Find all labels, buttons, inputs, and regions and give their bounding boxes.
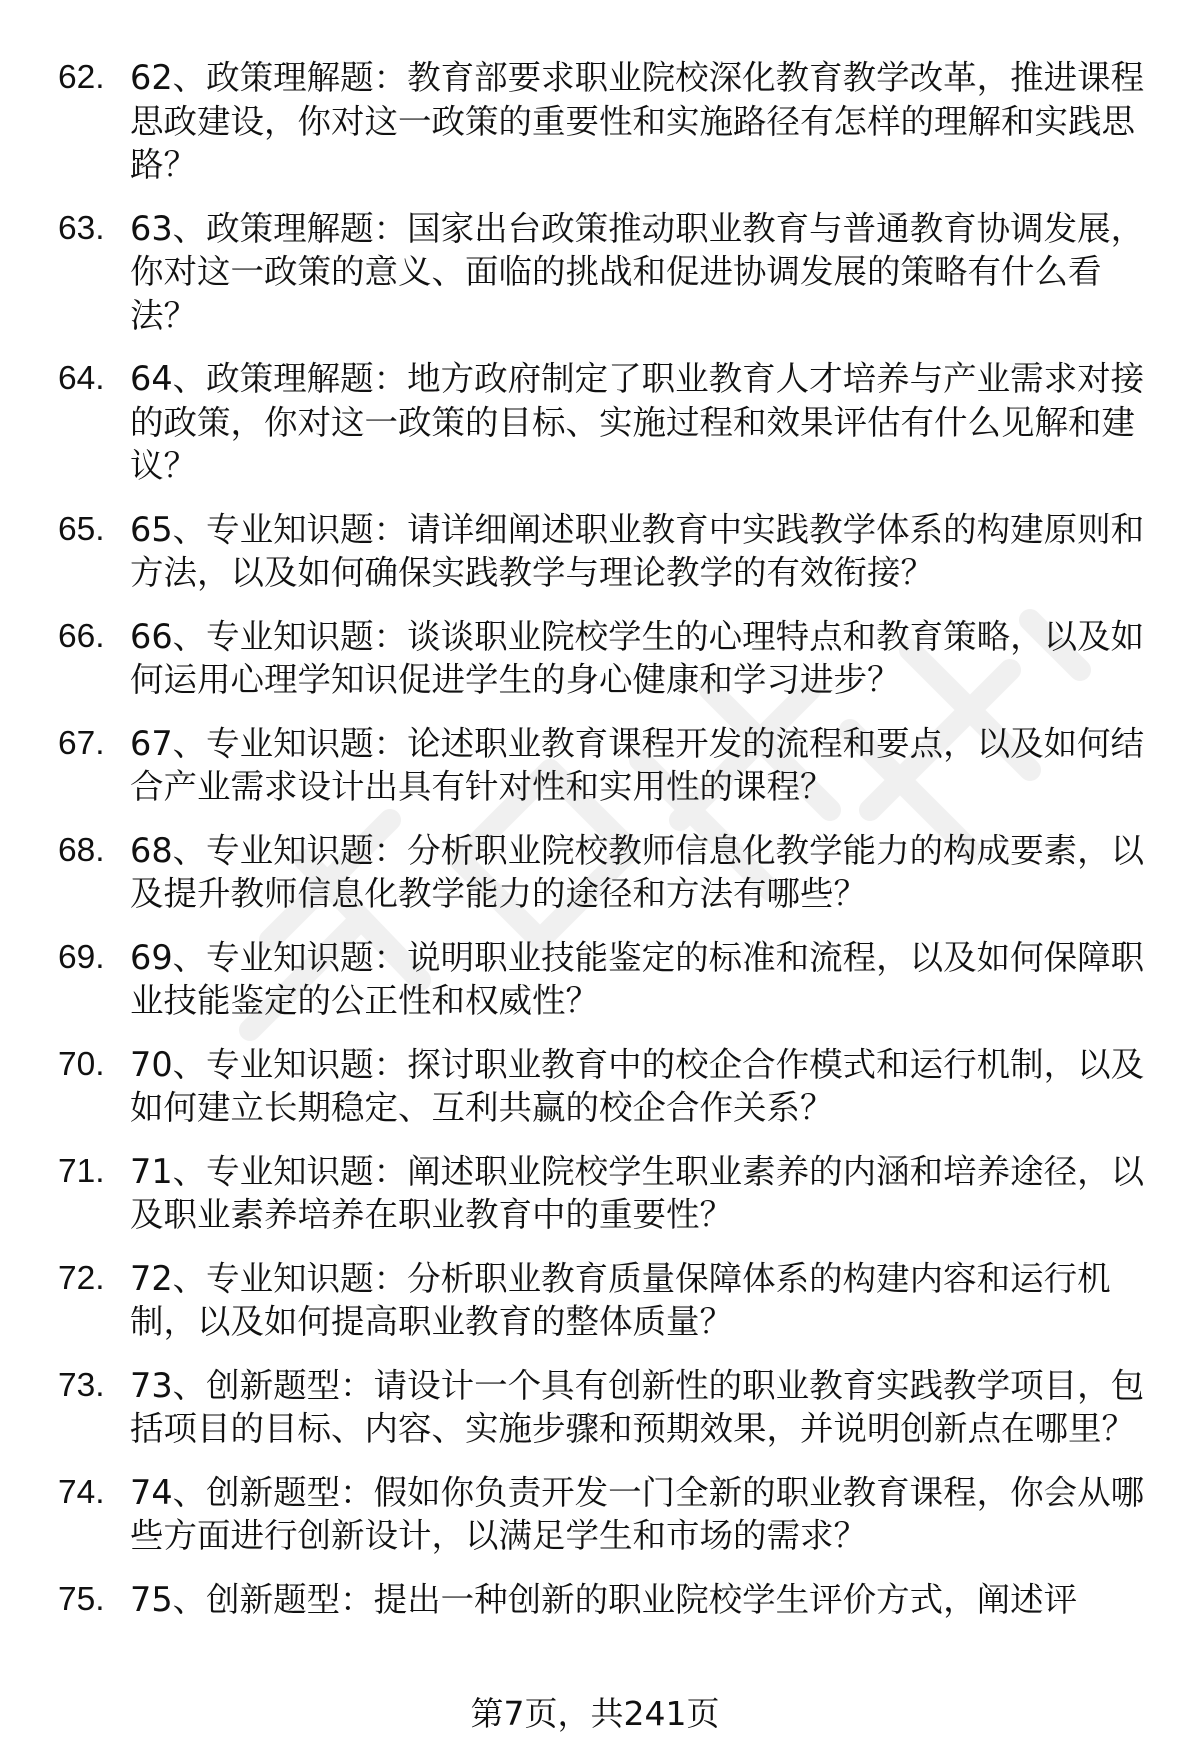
item-number: 65. [58, 510, 105, 548]
list-item [0, 722, 1190, 809]
item-text: 75、创新题型：提出一种创新的职业院校学生评价方式，阐述评 [130, 1579, 1078, 1619]
item-text: 65、专业知识题：请详细阐述职业教育中实践教学体系的构建原则和方法，以及如何确保实践教学与理论教学的有效衔接？ [130, 509, 1145, 592]
list-item [0, 615, 1190, 702]
list-item [0, 1150, 1190, 1237]
item-number: 69. [58, 938, 105, 976]
item-text: 62、政策理解题：教育部要求职业院校深化教育教学改革，推进课程思政建设，你对这一政策的重要性和实施路径有怎样的理解和实践思路？ [130, 58, 1145, 184]
list-item [0, 1257, 1190, 1344]
item-number: 68. [58, 831, 105, 869]
item-number: 73. [58, 1366, 105, 1404]
item-text: 66、专业知识题：谈谈职业院校学生的心理特点和教育策略，以及如何运用心理学知识促进学生的身心健康和学习进步？ [130, 616, 1145, 699]
item-text: 70、专业知识题：探讨职业教育中的校企合作模式和运行机制，以及如何建立长期稳定、互利共赢的校企合作关系？ [130, 1044, 1145, 1127]
item-text: 67、专业知识题：论述职业教育课程开发的流程和要点，以及如何结合产业需求设计出具有针对性和实用性的课程？ [130, 723, 1145, 806]
item-number: 63. [58, 209, 105, 247]
item-number: 70. [58, 1045, 105, 1083]
item-number: 62. [58, 59, 105, 96]
item-number: 66. [58, 617, 105, 655]
page-footer: 第7页，共241页 [470, 1694, 720, 1733]
item-number: 72. [58, 1259, 105, 1297]
list-item [0, 357, 1190, 488]
question-list [0, 56, 1190, 1641]
list-item [0, 508, 1190, 595]
item-text: 71、专业知识题：阐述职业院校学生职业素养的内涵和培养途径，以及职业素养培养在职业教育中的重要性？ [130, 1151, 1145, 1234]
item-number: 64. [58, 360, 105, 397]
item-number: 67. [58, 724, 105, 762]
item-number: 75. [58, 1580, 105, 1618]
list-item [0, 1471, 1190, 1558]
list-item [0, 829, 1190, 916]
list-item [0, 56, 1190, 187]
item-text: 73、创新题型：请设计一个具有创新性的职业教育实践教学项目，包括项目的目标、内容、实施步骤和预期效果，并说明创新点在哪里？ [130, 1365, 1145, 1448]
list-item [0, 936, 1190, 1023]
item-text: 72、专业知识题：分析职业教育质量保障体系的构建内容和运行机制，以及如何提高职业教育的整体质量？ [130, 1258, 1111, 1341]
item-text: 69、专业知识题：说明职业技能鉴定的标准和流程，以及如何保障职业技能鉴定的公正性和权威性？ [130, 937, 1145, 1020]
item-text: 74、创新题型：假如你负责开发一门全新的职业教育课程，你会从哪些方面进行创新设计，以满足学生和市场的需求？ [130, 1472, 1145, 1555]
list-item [0, 1043, 1190, 1130]
list-item [0, 1364, 1190, 1451]
list-item [0, 207, 1190, 338]
item-number: 74. [58, 1473, 105, 1511]
item-text: 68、专业知识题：分析职业院校教师信息化教学能力的构成要素，以及提升教师信息化教学能力的途径和方法有哪些？ [130, 830, 1145, 913]
item-text: 63、政策理解题：国家出台政策推动职业教育与普通教育协调发展，你对这一政策的意义、面临的挑战和促进协调发展的策略有什么看法？ [130, 208, 1145, 335]
list-item [0, 1578, 1190, 1622]
item-number: 71. [58, 1152, 105, 1190]
item-text: 64、政策理解题：地方政府制定了职业教育人才培养与产业需求对接的政策，你对这一政策的目标、实施过程和效果评估有什么见解和建议？ [130, 359, 1145, 485]
